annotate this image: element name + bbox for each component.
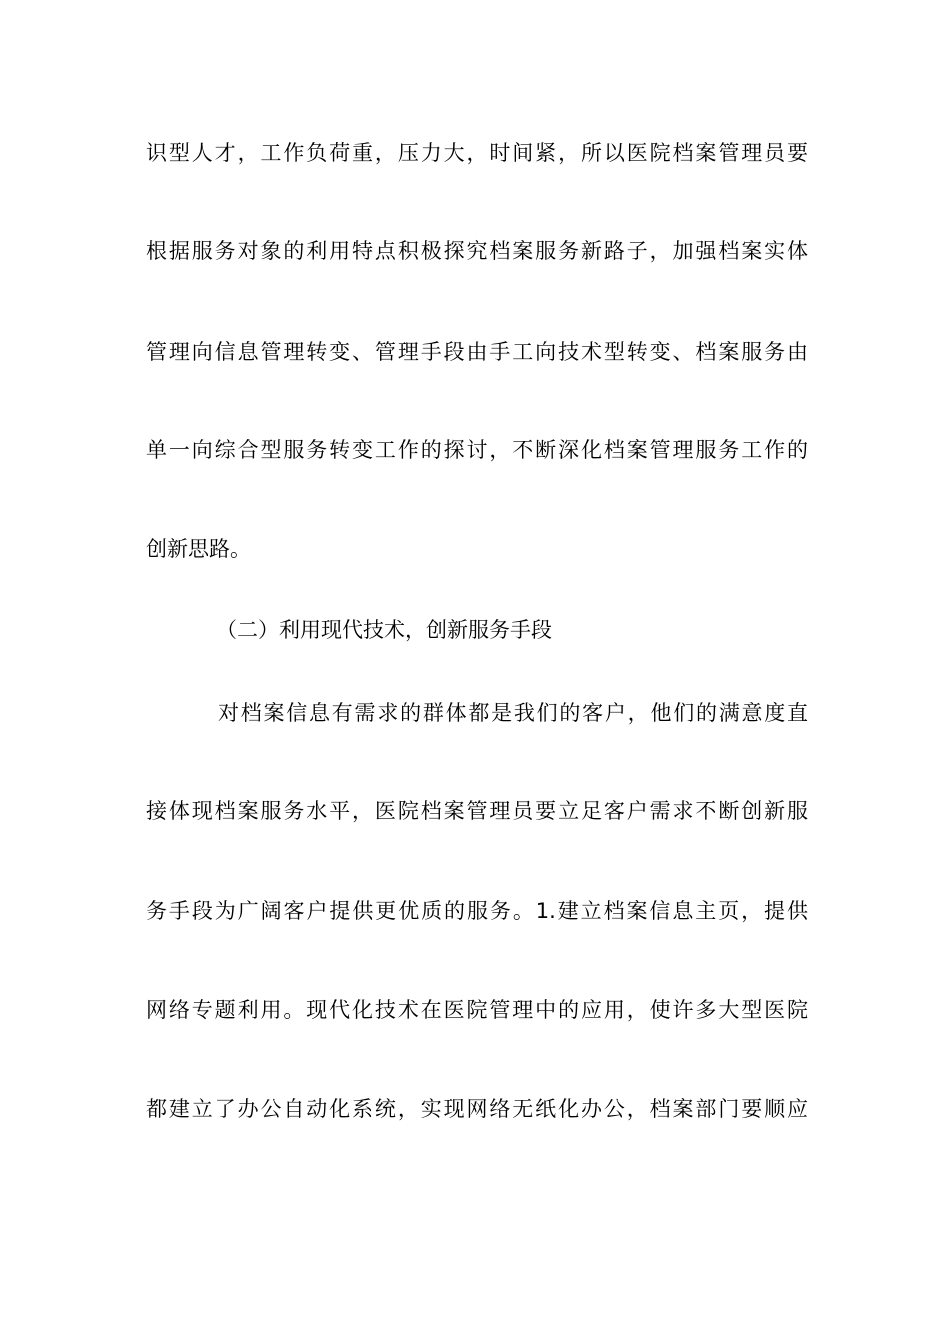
paragraph-line-5: 创新思路。: [146, 537, 251, 561]
paragraph-line-1: 识型人才，工作负荷重，压力大，时间紧，所以医院档案管理员要: [146, 141, 808, 165]
section-heading: （二）利用现代技术，创新服务手段: [216, 618, 552, 642]
paragraph-line-6: 对档案信息有需求的群体都是我们的客户，他们的满意度直: [218, 701, 808, 725]
paragraph-line-10: 都建立了办公自动化系统，实现网络无纸化办公，档案部门要顺应: [146, 1097, 808, 1121]
paragraph-line-9: 网络专题利用。现代化技术在医院管理中的应用，使许多大型医院: [146, 998, 808, 1022]
paragraph-line-3: 管理向信息管理转变、管理手段由手工向技术型转变、档案服务由: [146, 340, 808, 364]
paragraph-line-4: 单一向综合型服务转变工作的探讨，不断深化档案管理服务工作的: [146, 438, 808, 462]
paragraph-line-7: 接体现档案服务水平，医院档案管理员要立足客户需求不断创新服: [146, 799, 808, 823]
paragraph-line-8: 务手段为广阔客户提供更优质的服务。1.建立档案信息主页，提供: [146, 899, 808, 923]
paragraph-line-2: 根据服务对象的利用特点积极探究档案服务新路子，加强档案实体: [146, 239, 808, 263]
